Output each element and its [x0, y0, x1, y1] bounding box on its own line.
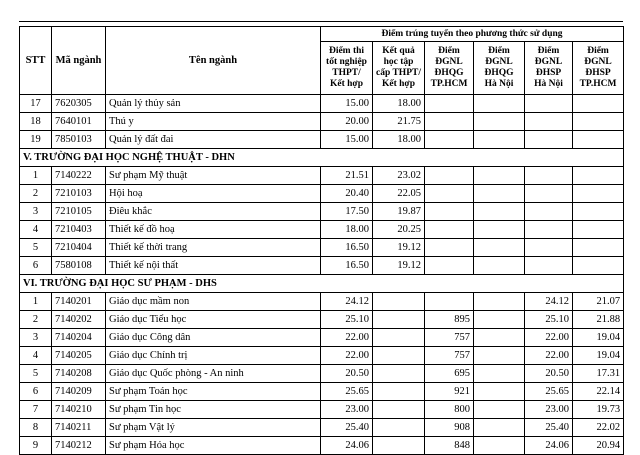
- cell-score-1: 16.50: [321, 257, 373, 275]
- cell-score-6: 19.04: [573, 347, 624, 365]
- cell-score-5: [525, 131, 573, 149]
- header-method-line: Hà Nội: [484, 79, 514, 89]
- admission-scores-table: [19, 26, 624, 455]
- table-row: [20, 167, 624, 185]
- cell-ten-nganh: Giáo dục Quốc phòng - An ninh: [106, 365, 321, 383]
- cell-score-1: 15.00: [321, 131, 373, 149]
- cell-ten-nganh: Giáo dục mầm non: [106, 293, 321, 311]
- cell-stt: 2: [20, 311, 52, 329]
- section-row: [20, 275, 624, 293]
- cell-stt: 1: [20, 293, 52, 311]
- cell-ten-nganh: Điêu khắc: [106, 203, 321, 221]
- header-method-line: Điểm: [587, 46, 609, 56]
- cell-score-3: [425, 167, 474, 185]
- cell-score-5: 23.00: [525, 401, 573, 419]
- header-method-3: [425, 42, 474, 95]
- cell-score-4: [474, 401, 525, 419]
- cell-score-4: [474, 419, 525, 437]
- cell-ma-nganh: 7850103: [52, 131, 106, 149]
- cell-score-2: [373, 329, 425, 347]
- header-method-line: Hà Nội: [534, 79, 563, 89]
- cell-stt: 17: [20, 95, 52, 113]
- cell-ten-nganh: Thú y: [106, 113, 321, 131]
- header-method-line: TP.HCM: [579, 79, 617, 89]
- cell-score-5: 24.12: [525, 293, 573, 311]
- header-ma-nganh: Mã ngành: [52, 27, 106, 95]
- cell-score-4: [474, 383, 525, 401]
- cell-score-6: [573, 185, 624, 203]
- cell-ten-nganh: Hội hoạ: [106, 185, 321, 203]
- cell-ma-nganh: 7140208: [52, 365, 106, 383]
- cell-ten-nganh: Sư phạm Toán học: [106, 383, 321, 401]
- cell-ten-nganh: Thiết kế thời trang: [106, 239, 321, 257]
- cell-score-3: 757: [425, 329, 474, 347]
- cell-stt: 6: [20, 257, 52, 275]
- cell-score-6: 22.14: [573, 383, 624, 401]
- cell-score-5: 24.06: [525, 437, 573, 455]
- cell-score-3: 695: [425, 365, 474, 383]
- cell-score-5: [525, 113, 573, 131]
- header-method-line: Điểm: [438, 46, 460, 56]
- cell-ten-nganh: Giáo dục Chính trị: [106, 347, 321, 365]
- cell-score-6: 20.94: [573, 437, 624, 455]
- cell-score-3: [425, 239, 474, 257]
- cell-ma-nganh: 7140222: [52, 167, 106, 185]
- cell-score-2: 21.75: [373, 113, 425, 131]
- cell-score-3: [425, 293, 474, 311]
- cell-score-1: 25.40: [321, 419, 373, 437]
- cell-score-5: 25.65: [525, 383, 573, 401]
- cell-score-1: 20.00: [321, 113, 373, 131]
- header-method-4: [474, 42, 525, 95]
- cell-stt: 18: [20, 113, 52, 131]
- table-row: [20, 401, 624, 419]
- cell-score-3: 800: [425, 401, 474, 419]
- cell-ma-nganh: 7640101: [52, 113, 106, 131]
- header-method-line: ĐGNL: [534, 57, 563, 67]
- cell-score-1: 17.50: [321, 203, 373, 221]
- header-score-group: Điểm trúng tuyển theo phương thức sử dụng: [321, 27, 624, 42]
- cell-ma-nganh: 7620305: [52, 95, 106, 113]
- cell-score-4: [474, 167, 525, 185]
- cell-stt: 1: [20, 167, 52, 185]
- cell-score-1: 21.51: [321, 167, 373, 185]
- table-row: [20, 113, 624, 131]
- cell-score-6: [573, 95, 624, 113]
- section-title: VI. TRƯỜNG ĐẠI HỌC SƯ PHẠM - DHS: [20, 275, 624, 293]
- cell-stt: 3: [20, 203, 52, 221]
- cell-score-1: 15.00: [321, 95, 373, 113]
- header-method-line: Điểm: [488, 46, 510, 56]
- header-method-line: tốt nghiệp: [326, 57, 367, 67]
- cell-score-2: [373, 347, 425, 365]
- section-title: V. TRƯỜNG ĐẠI HỌC NGHỆ THUẬT - DHN: [20, 149, 624, 167]
- cell-ten-nganh: Thiết kế nội thất: [106, 257, 321, 275]
- header-method-1: [321, 42, 373, 95]
- cell-ma-nganh: 7140212: [52, 437, 106, 455]
- table-row: [20, 203, 624, 221]
- cell-score-4: [474, 257, 525, 275]
- cell-score-6: 21.07: [573, 293, 624, 311]
- table-row: [20, 437, 624, 455]
- cell-ten-nganh: Giáo dục Tiểu học: [106, 311, 321, 329]
- cell-score-4: [474, 437, 525, 455]
- cell-score-2: 19.12: [373, 239, 425, 257]
- cell-score-1: 25.10: [321, 311, 373, 329]
- header-method-line: ĐGNL: [584, 57, 612, 67]
- header-method-line: học tập: [383, 57, 414, 67]
- cell-score-3: [425, 257, 474, 275]
- cell-stt: 3: [20, 329, 52, 347]
- cell-ten-nganh: Sư phạm Vật lý: [106, 419, 321, 437]
- cell-stt: 6: [20, 383, 52, 401]
- cell-score-4: [474, 293, 525, 311]
- table-header: [20, 27, 624, 95]
- cell-ten-nganh: Sư phạm Mỹ thuật: [106, 167, 321, 185]
- cell-score-4: [474, 221, 525, 239]
- cell-score-5: 20.50: [525, 365, 573, 383]
- header-method-line: cấp THPT/: [376, 68, 421, 78]
- cell-stt: 2: [20, 185, 52, 203]
- cell-score-3: [425, 95, 474, 113]
- cell-score-3: 908: [425, 419, 474, 437]
- cell-score-5: [525, 185, 573, 203]
- cell-score-2: [373, 293, 425, 311]
- cell-score-4: [474, 185, 525, 203]
- header-method-line: THPT/: [332, 68, 361, 78]
- header-method-6: [573, 42, 624, 95]
- header-method-line: Kết hợp: [382, 79, 415, 89]
- cell-score-3: [425, 113, 474, 131]
- cell-score-6: [573, 257, 624, 275]
- cell-stt: 7: [20, 401, 52, 419]
- cell-score-4: [474, 365, 525, 383]
- cell-score-6: 17.31: [573, 365, 624, 383]
- header-method-line: ĐHSP: [585, 68, 611, 78]
- cell-score-3: 757: [425, 347, 474, 365]
- cell-score-3: [425, 185, 474, 203]
- header-method-2: [373, 42, 425, 95]
- cell-score-2: [373, 311, 425, 329]
- cell-stt: 5: [20, 239, 52, 257]
- cell-score-2: 19.12: [373, 257, 425, 275]
- table-row: [20, 329, 624, 347]
- cell-score-5: [525, 203, 573, 221]
- cell-ma-nganh: 7210103: [52, 185, 106, 203]
- cell-ma-nganh: 7210404: [52, 239, 106, 257]
- cell-score-1: 22.00: [321, 347, 373, 365]
- cell-score-5: [525, 257, 573, 275]
- cell-ma-nganh: 7210105: [52, 203, 106, 221]
- cell-score-1: 20.50: [321, 365, 373, 383]
- header-method-line: ĐHQG: [484, 68, 514, 78]
- cell-score-1: 24.12: [321, 293, 373, 311]
- cell-score-2: 19.87: [373, 203, 425, 221]
- cell-score-6: [573, 239, 624, 257]
- table-row: [20, 257, 624, 275]
- cell-score-3: 895: [425, 311, 474, 329]
- header-method-line: Điểm: [537, 46, 560, 56]
- table-row: [20, 239, 624, 257]
- cell-score-4: [474, 113, 525, 131]
- header-method-line: Điểm thi: [328, 46, 365, 56]
- cell-score-6: 21.88: [573, 311, 624, 329]
- cell-score-1: 20.40: [321, 185, 373, 203]
- cell-score-6: [573, 203, 624, 221]
- cell-score-1: 22.00: [321, 329, 373, 347]
- top-rule: [19, 21, 623, 22]
- table-row: [20, 293, 624, 311]
- cell-ma-nganh: 7140202: [52, 311, 106, 329]
- cell-ten-nganh: Giáo dục Công dân: [106, 329, 321, 347]
- cell-score-2: 18.00: [373, 95, 425, 113]
- cell-score-2: 18.00: [373, 131, 425, 149]
- cell-score-2: 23.02: [373, 167, 425, 185]
- cell-stt: 19: [20, 131, 52, 149]
- cell-stt: 8: [20, 419, 52, 437]
- cell-score-4: [474, 203, 525, 221]
- section-row: [20, 149, 624, 167]
- cell-score-2: [373, 383, 425, 401]
- cell-score-2: [373, 419, 425, 437]
- header-method-line: ĐGNL: [435, 57, 463, 67]
- table-body: [20, 95, 624, 455]
- header-method-line: ĐHQG: [434, 68, 464, 78]
- cell-score-3: [425, 221, 474, 239]
- cell-ma-nganh: 7140209: [52, 383, 106, 401]
- cell-score-2: 22.05: [373, 185, 425, 203]
- table-row: [20, 383, 624, 401]
- cell-score-5: 22.00: [525, 329, 573, 347]
- table-row: [20, 419, 624, 437]
- cell-score-2: [373, 437, 425, 455]
- cell-ten-nganh: Sư phạm Hóa học: [106, 437, 321, 455]
- table-row: [20, 365, 624, 383]
- header-method-line: Kết hợp: [330, 79, 363, 89]
- header-stt: STT: [20, 27, 52, 95]
- cell-score-6: [573, 167, 624, 185]
- cell-score-3: 921: [425, 383, 474, 401]
- cell-score-6: 19.04: [573, 329, 624, 347]
- cell-ma-nganh: 7210403: [52, 221, 106, 239]
- cell-ma-nganh: 7140211: [52, 419, 106, 437]
- cell-score-2: 20.25: [373, 221, 425, 239]
- cell-stt: 4: [20, 347, 52, 365]
- cell-score-2: [373, 365, 425, 383]
- cell-score-4: [474, 131, 525, 149]
- cell-score-4: [474, 95, 525, 113]
- table-row: [20, 347, 624, 365]
- header-method-line: ĐGNL: [485, 57, 513, 67]
- cell-stt: 9: [20, 437, 52, 455]
- header-method-line: ĐHSP: [535, 68, 562, 78]
- cell-ten-nganh: Sư phạm Tin học: [106, 401, 321, 419]
- cell-score-3: 848: [425, 437, 474, 455]
- cell-score-1: 16.50: [321, 239, 373, 257]
- cell-score-5: [525, 95, 573, 113]
- table-row: [20, 221, 624, 239]
- cell-score-5: 22.00: [525, 347, 573, 365]
- cell-score-3: [425, 131, 474, 149]
- cell-score-6: 22.02: [573, 419, 624, 437]
- cell-score-4: [474, 347, 525, 365]
- cell-stt: 4: [20, 221, 52, 239]
- cell-score-5: [525, 221, 573, 239]
- cell-score-5: 25.40: [525, 419, 573, 437]
- cell-ten-nganh: Quản lý thủy sản: [106, 95, 321, 113]
- cell-ma-nganh: 7580108: [52, 257, 106, 275]
- cell-ma-nganh: 7140201: [52, 293, 106, 311]
- cell-score-6: 19.73: [573, 401, 624, 419]
- table-row: [20, 185, 624, 203]
- table-row: [20, 131, 624, 149]
- cell-score-1: 18.00: [321, 221, 373, 239]
- cell-ma-nganh: 7140204: [52, 329, 106, 347]
- cell-ma-nganh: 7140205: [52, 347, 106, 365]
- cell-score-1: 23.00: [321, 401, 373, 419]
- cell-score-4: [474, 239, 525, 257]
- cell-score-5: [525, 239, 573, 257]
- cell-score-5: [525, 167, 573, 185]
- cell-score-6: [573, 131, 624, 149]
- cell-score-1: 24.06: [321, 437, 373, 455]
- cell-score-1: 25.65: [321, 383, 373, 401]
- header-ten-nganh: Tên ngành: [106, 27, 321, 95]
- cell-score-2: [373, 401, 425, 419]
- cell-ma-nganh: 7140210: [52, 401, 106, 419]
- cell-stt: 5: [20, 365, 52, 383]
- cell-score-4: [474, 311, 525, 329]
- cell-ten-nganh: Quản lý đất đai: [106, 131, 321, 149]
- cell-score-4: [474, 329, 525, 347]
- header-method-line: TP.HCM: [430, 79, 468, 89]
- header-method-5: [525, 42, 573, 95]
- header-method-line: Kết quả: [382, 46, 415, 56]
- table-row: [20, 95, 624, 113]
- table-row: [20, 311, 624, 329]
- cell-score-3: [425, 203, 474, 221]
- cell-score-6: [573, 113, 624, 131]
- cell-ten-nganh: Thiết kế đồ hoạ: [106, 221, 321, 239]
- cell-score-5: 25.10: [525, 311, 573, 329]
- cell-score-6: [573, 221, 624, 239]
